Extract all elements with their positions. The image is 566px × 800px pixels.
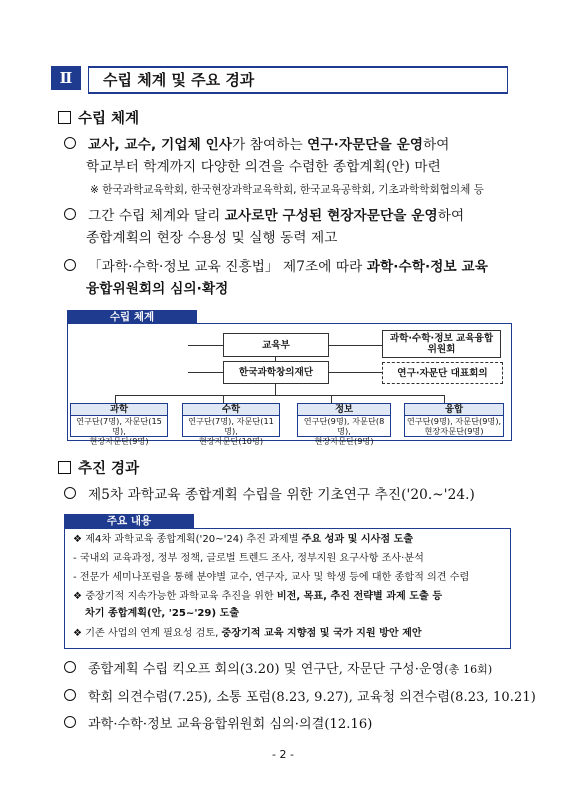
bullet-participants bbox=[64, 135, 450, 156]
bullet-field-advisory bbox=[64, 206, 464, 227]
bullet-kickoff bbox=[64, 659, 492, 680]
connector-line bbox=[115, 395, 445, 396]
text: 하여 bbox=[423, 137, 450, 153]
section-number: Ⅱ bbox=[51, 66, 81, 90]
moe-box: 교육부 bbox=[223, 333, 329, 357]
text-bold: 비전, 목표, 추진 전략별 과제 도출 등 bbox=[276, 591, 443, 602]
text-bold: 주요 성과 및 시사점 도출 bbox=[301, 534, 414, 545]
circle-bullet-icon bbox=[64, 137, 76, 149]
section-title: 수립 체계 및 주요 경과 bbox=[103, 71, 255, 89]
square-bullet-icon bbox=[58, 461, 71, 474]
bullet-field-advisory-line2: 종합계획의 현장 수용성 및 실행 동력 제고 bbox=[86, 230, 338, 246]
circle-bullet-icon bbox=[64, 716, 76, 728]
subsection-heading-system bbox=[58, 107, 139, 128]
group-line2: 현장자문단(9명) bbox=[314, 436, 374, 446]
key-line bbox=[73, 590, 442, 604]
subsection-heading-text: 수립 체계 bbox=[78, 111, 140, 127]
text: 하여 bbox=[437, 208, 465, 224]
text-bold: 연구·자문단을 운영 bbox=[307, 137, 424, 153]
text: 「과학·수학·정보 교육 진흥법」 제7조에 따라 bbox=[88, 259, 367, 275]
circle-bullet-icon bbox=[64, 661, 76, 673]
subsection-heading-text: 추진 경과 bbox=[78, 461, 140, 477]
key-content-tag: 주요 내용 bbox=[64, 514, 194, 529]
section-title-box bbox=[88, 66, 508, 94]
group-title: 과학 bbox=[71, 404, 167, 416]
group-line1: 연구단(7명), 자문단(11명), bbox=[188, 416, 274, 436]
square-bullet-icon bbox=[58, 111, 71, 124]
text-bold: 중장기적 교육 지향점 및 국가 지원 방안 제안 bbox=[221, 628, 422, 639]
text: ❖ 기존 사업의 연계 필요성 검토, bbox=[73, 628, 222, 639]
rep-meeting-box: 연구·자문단 대표회의 bbox=[382, 362, 503, 384]
diagram-tag: 수립 체계 bbox=[67, 310, 197, 324]
text-bold: 교사로만 구성된 현장자문단을 운영 bbox=[224, 208, 438, 224]
text: (총 16회) bbox=[444, 663, 493, 676]
key-line: - 전문가 세미나포럼을 통해 분야별 교수, 연구자, 교사 및 학생 등에 대한 종합적 의견 수렴 bbox=[73, 572, 470, 583]
bullet-participants-line2: 학교부터 학계까지 다양한 의견을 수렴한 종합계획(안) 마련 bbox=[86, 159, 441, 175]
group-title: 수학 bbox=[183, 404, 279, 416]
group-box-convergence bbox=[404, 403, 504, 437]
group-box-info bbox=[297, 403, 391, 446]
group-title: 정보 bbox=[298, 404, 390, 416]
key-line: - 국내외 교육과정, 정부 정책, 글로벌 트렌드 조사, 정부지원 요구사항 조사·분석 bbox=[73, 553, 424, 564]
page-number: - 2 - bbox=[272, 748, 294, 761]
committee-box: 과학·수학·정보 교육융합위원회 bbox=[382, 330, 501, 358]
bullet-law bbox=[64, 257, 488, 278]
connector-line bbox=[275, 382, 276, 396]
kofac-box: 한국과학창의재단 bbox=[223, 361, 329, 384]
group-title: 융합 bbox=[405, 404, 503, 416]
group-line1: 연구단(7명), 자문단(15명), bbox=[76, 416, 162, 436]
bullet-law-line2: 융합위원회의 심의·확정 bbox=[86, 281, 229, 297]
circle-bullet-icon bbox=[64, 208, 76, 220]
text: 과학·수학·정보 교육융합위원회 심의·의결(12.16) bbox=[88, 717, 373, 732]
key-content-box bbox=[64, 528, 511, 649]
group-line1: 연구단(9명), 자문단(9명), bbox=[406, 416, 502, 426]
text-bold: 교사, 교수, 기업체 인사 bbox=[88, 137, 233, 153]
circle-bullet-icon bbox=[64, 689, 76, 701]
group-line2: 현장자문단(10명) bbox=[198, 436, 264, 446]
text: 제5차 과학교육 종합계획 수립을 위한 기초연구 추진('20.~'24.) bbox=[88, 487, 475, 503]
circle-bullet-icon bbox=[64, 487, 76, 499]
group-line2: 현장자문단(9명) bbox=[89, 436, 149, 446]
text: 그간 수립 체계와 달리 bbox=[88, 208, 225, 224]
text: 가 참여하는 bbox=[232, 137, 308, 153]
text: 학회 의견수렴(7.25), 소통 포럼(8.23, 9.27), 교육청 의견수렴(8.23, 10.21) bbox=[88, 690, 536, 705]
key-line: 차기 종합계획(안, '25~'29) 도출 bbox=[85, 608, 240, 619]
key-line bbox=[73, 627, 422, 641]
group-box-science bbox=[70, 403, 168, 446]
bullet-feedback bbox=[64, 687, 536, 708]
group-line2: 현장자문단(9명) bbox=[424, 426, 484, 436]
org-diagram bbox=[67, 323, 512, 446]
bullet-basic-research bbox=[64, 485, 475, 506]
text: ❖ 제4차 과학교육 종합계획('20~'24) 추진 과제별 bbox=[73, 534, 302, 545]
subsection-heading-progress bbox=[58, 457, 139, 478]
circle-bullet-icon bbox=[64, 259, 76, 271]
group-box-math bbox=[182, 403, 280, 446]
text-bold: 과학·수학·정보 교육 bbox=[366, 259, 489, 275]
text: ❖ 중장기적 지속가능한 과학교육 추진을 위한 bbox=[73, 591, 277, 602]
bullet-committee-approval bbox=[64, 714, 372, 735]
text: 종합계획 수립 킥오프 회의(3.20) 및 연구단, 자문단 구성·운영 bbox=[88, 662, 445, 677]
section-header bbox=[48, 63, 508, 94]
note-societies: ※ 한국과학교육학회, 한국현장과학교육학회, 한국교육공학회, 기초과학학회협의체 등 bbox=[90, 184, 484, 196]
key-line bbox=[73, 533, 413, 547]
group-line1: 연구단(9명), 자문단(8명), bbox=[303, 416, 385, 436]
